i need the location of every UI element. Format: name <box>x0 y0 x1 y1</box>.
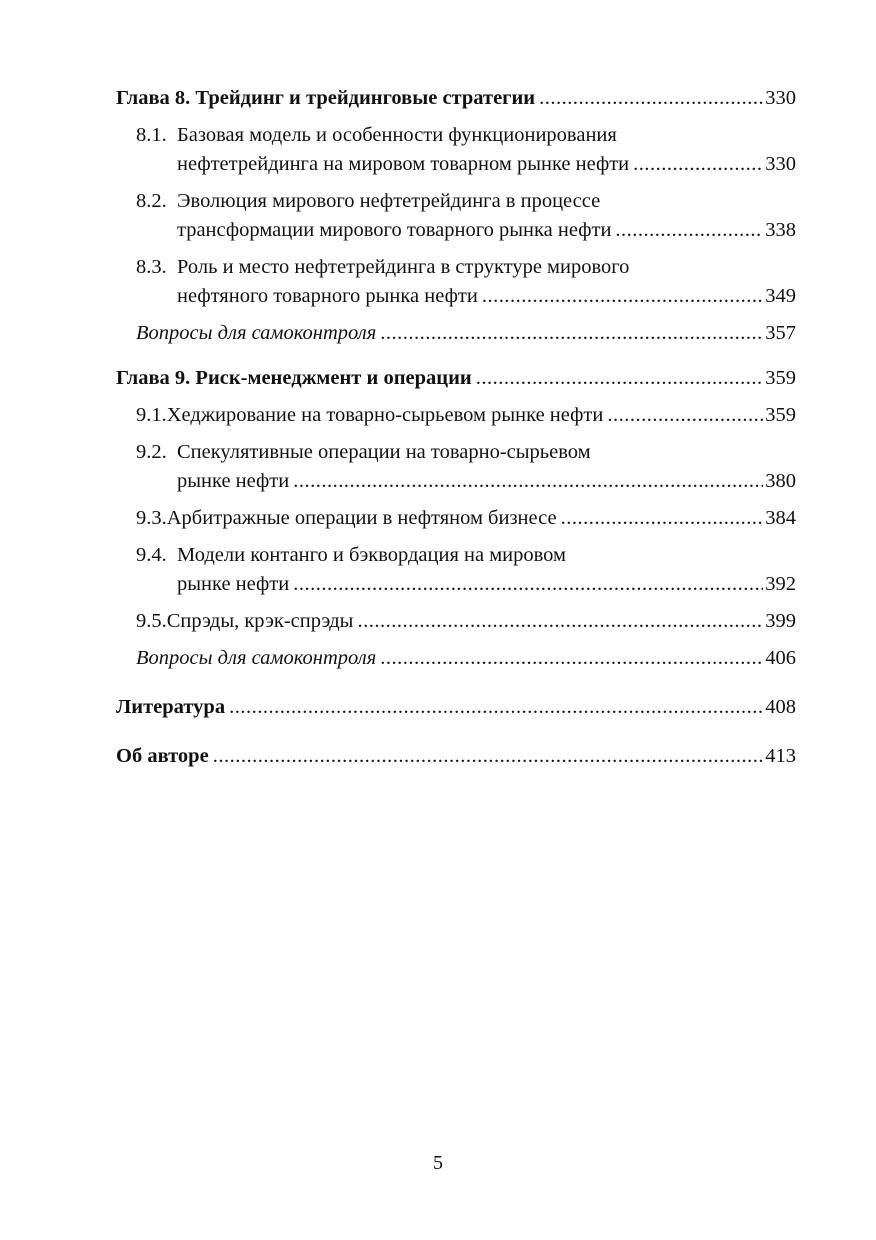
page-number: 349 <box>765 285 796 307</box>
section-title-line1: Роль и место нефтетрейдинга в структуре мирового <box>177 256 630 278</box>
dot-leader <box>539 84 763 113</box>
section-title-line2: рынке нефти <box>177 573 290 595</box>
section-title-line1: Базовая модель и особенности функционирования <box>177 124 617 146</box>
section-number: 8.1. <box>136 124 167 146</box>
toc-section-9-4[interactable] <box>116 541 796 599</box>
page-number: 338 <box>765 219 796 241</box>
dot-leader <box>615 216 763 245</box>
toc-chapter-8[interactable] <box>116 84 796 113</box>
chapter-title: Глава 8. Трейдинг и трейдинговые стратегии <box>116 87 536 109</box>
dot-leader <box>380 319 763 348</box>
toc-about-author[interactable] <box>116 742 796 771</box>
literature-title: Литература <box>116 696 226 718</box>
page-number: 399 <box>765 610 796 632</box>
dot-leader <box>293 467 763 496</box>
section-title-line1: Модели контанго и бэквордация на мировом <box>177 544 567 566</box>
questions-title: Вопросы для самоконтроля <box>136 647 377 669</box>
page-number: 330 <box>765 153 796 175</box>
page-number: 413 <box>765 745 796 767</box>
about-title: Об авторе <box>116 745 209 767</box>
page-number: 357 <box>765 322 796 344</box>
section-number: 8.2. <box>136 190 167 212</box>
page-number: 392 <box>765 573 796 595</box>
chapter-title: Глава 9. Риск-менеджмент и операции <box>116 367 472 389</box>
toc-section-9-5[interactable] <box>116 607 796 636</box>
dot-leader <box>476 364 764 393</box>
section-title-line2: нефтетрейдинга на мировом товарном рынке нефти <box>177 153 630 175</box>
section-title: Хеджирование на товарно-сырьевом рынке нефти <box>166 404 604 426</box>
section-number: 9.4. <box>136 544 167 566</box>
questions-title: Вопросы для самоконтроля <box>136 322 377 344</box>
section-number: 8.3. <box>136 256 167 278</box>
toc-section-9-1[interactable] <box>116 401 796 430</box>
section-title-line1: Спекулятивные операции на товарно-сырьевом <box>177 441 591 463</box>
section-number: 9.1. <box>136 404 167 426</box>
toc-questions-chapter-9[interactable] <box>116 644 796 673</box>
section-number: 9.5. <box>136 610 167 632</box>
section-title-line2: нефтяного товарного рынка нефти <box>177 285 478 307</box>
toc-questions-chapter-8[interactable] <box>116 319 796 348</box>
toc-section-9-2[interactable] <box>116 438 796 496</box>
dot-leader <box>482 282 763 311</box>
dot-leader <box>561 504 764 533</box>
toc-section-8-2[interactable] <box>116 187 796 245</box>
section-number: 9.3. <box>136 507 167 529</box>
dot-leader <box>380 644 763 673</box>
page-footer-number: 5 <box>433 1152 443 1174</box>
section-title-line2: трансформации мирового товарного рынка нефти <box>177 219 612 241</box>
section-number: 9.2. <box>136 441 167 463</box>
toc-section-8-1[interactable] <box>116 121 796 179</box>
section-title: Арбитражные операции в нефтяном бизнесе <box>166 507 557 529</box>
toc-literature[interactable] <box>116 693 796 722</box>
dot-leader <box>293 570 763 599</box>
dot-leader <box>607 401 763 430</box>
page-number: 330 <box>765 87 796 109</box>
page-number: 359 <box>765 367 796 389</box>
dot-leader <box>633 150 763 179</box>
section-title-line2: рынке нефти <box>177 470 290 492</box>
page-number: 408 <box>765 696 796 718</box>
section-title-line1: Эволюция мирового нефтетрейдинга в процессе <box>177 190 601 212</box>
page-number: 359 <box>765 404 796 426</box>
toc-section-8-3[interactable] <box>116 253 796 311</box>
page-number: 384 <box>765 507 796 529</box>
table-of-contents <box>116 80 796 771</box>
toc-section-9-3[interactable] <box>116 504 796 533</box>
dot-leader <box>229 693 763 722</box>
dot-leader <box>357 607 763 636</box>
page-number: 380 <box>765 470 796 492</box>
dot-leader <box>213 742 764 771</box>
toc-chapter-9[interactable] <box>116 364 796 393</box>
page-number: 406 <box>765 647 796 669</box>
section-title: Спрэды, крэк-спрэды <box>166 610 354 632</box>
